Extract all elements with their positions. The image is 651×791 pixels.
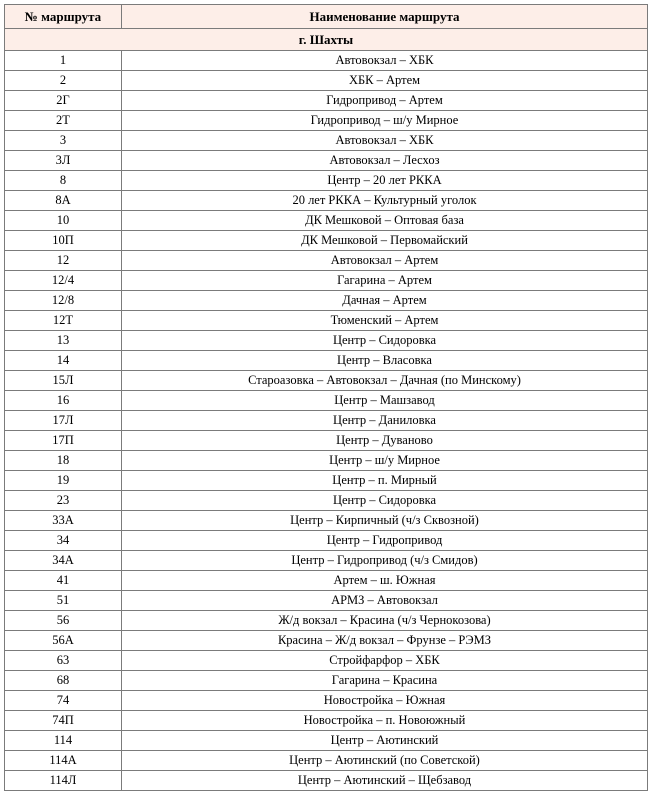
route-number-cell: 114А: [5, 751, 122, 771]
table-row: [5, 571, 648, 591]
route-number-cell: 16: [5, 391, 122, 411]
route-number-cell: 68: [5, 671, 122, 691]
route-name-cell: Центр – Аютинский: [122, 731, 648, 751]
route-number-cell: 17Л: [5, 411, 122, 431]
route-name-cell: Центр – Гидропривод (ч/з Смидов): [122, 551, 648, 571]
route-number-cell: 8: [5, 171, 122, 191]
route-name-cell: ХБК – Артем: [122, 71, 648, 91]
route-number-cell: 19: [5, 471, 122, 491]
table-row: [5, 611, 648, 631]
route-name-cell: Центр – Власовка: [122, 351, 648, 371]
route-name-cell: Стройфарфор – ХБК: [122, 651, 648, 671]
route-number-cell: 12: [5, 251, 122, 271]
route-name-cell: Центр – Сидоровка: [122, 331, 648, 351]
route-number-cell: 8А: [5, 191, 122, 211]
route-name-cell: Центр – Кирпичный (ч/з Сквозной): [122, 511, 648, 531]
route-number-cell: 3: [5, 131, 122, 151]
route-number-cell: 63: [5, 651, 122, 671]
table-header: [5, 5, 648, 29]
route-name-cell: Центр – Дуваново: [122, 431, 648, 451]
table-row: [5, 651, 648, 671]
route-number-cell: 56: [5, 611, 122, 631]
table-row: [5, 671, 648, 691]
route-name-cell: Автовокзал – Артем: [122, 251, 648, 271]
table-row: [5, 111, 648, 131]
route-name-cell: 20 лет РККА – Культурный уголок: [122, 191, 648, 211]
route-number-cell: 2Т: [5, 111, 122, 131]
route-number-cell: 34А: [5, 551, 122, 571]
route-number-cell: 14: [5, 351, 122, 371]
route-number-cell: 114Л: [5, 771, 122, 791]
table-row: [5, 471, 648, 491]
route-number-cell: 17П: [5, 431, 122, 451]
route-name-cell: Красина – Ж/д вокзал – Фрунзе – РЭМЗ: [122, 631, 648, 651]
route-number-cell: 34: [5, 531, 122, 551]
table-body: [5, 29, 648, 791]
table-row: [5, 151, 648, 171]
table-row: [5, 531, 648, 551]
table-row: [5, 71, 648, 91]
table-row: [5, 251, 648, 271]
routes-table: [4, 4, 648, 791]
table-row: [5, 771, 648, 791]
route-name-cell: Автовокзал – Лесхоз: [122, 151, 648, 171]
table-row: [5, 591, 648, 611]
route-name-cell: Староазовка – Автовокзал – Дачная (по Минскому): [122, 371, 648, 391]
route-number-cell: 18: [5, 451, 122, 471]
route-number-cell: 2Г: [5, 91, 122, 111]
route-name-cell: Центр – п. Мирный: [122, 471, 648, 491]
table-row: [5, 491, 648, 511]
table-row: [5, 211, 648, 231]
column-header-route-number: № маршрута: [5, 5, 122, 29]
route-number-cell: 10П: [5, 231, 122, 251]
route-name-cell: Автовокзал – ХБК: [122, 51, 648, 71]
route-name-cell: Центр – Даниловка: [122, 411, 648, 431]
section-title: г. Шахты: [5, 29, 648, 51]
route-number-cell: 23: [5, 491, 122, 511]
route-name-cell: Тюменский – Артем: [122, 311, 648, 331]
route-name-cell: ДК Мешковой – Оптовая база: [122, 211, 648, 231]
route-number-cell: 12/4: [5, 271, 122, 291]
route-number-cell: 12Т: [5, 311, 122, 331]
table-row: [5, 371, 648, 391]
table-row: [5, 431, 648, 451]
table-row: [5, 631, 648, 651]
route-name-cell: Гидропривод – ш/у Мирное: [122, 111, 648, 131]
route-name-cell: АРМЗ – Автовокзал: [122, 591, 648, 611]
route-number-cell: 13: [5, 331, 122, 351]
table-row: [5, 731, 648, 751]
route-name-cell: Центр – Аютинский – Щебзавод: [122, 771, 648, 791]
route-number-cell: 114: [5, 731, 122, 751]
table-row: [5, 351, 648, 371]
table-row: [5, 711, 648, 731]
route-number-cell: 1: [5, 51, 122, 71]
column-header-route-name: Наименование маршрута: [122, 5, 648, 29]
route-name-cell: Новостройка – п. Новоюжный: [122, 711, 648, 731]
route-name-cell: Центр – 20 лет РККА: [122, 171, 648, 191]
route-name-cell: Гагарина – Красина: [122, 671, 648, 691]
table-row: [5, 551, 648, 571]
table-row: [5, 331, 648, 351]
route-name-cell: Гидропривод – Артем: [122, 91, 648, 111]
route-name-cell: Центр – Аютинский (по Советской): [122, 751, 648, 771]
route-number-cell: 74П: [5, 711, 122, 731]
table-row: [5, 291, 648, 311]
route-name-cell: Ж/д вокзал – Красина (ч/з Чернокозова): [122, 611, 648, 631]
route-number-cell: 3Л: [5, 151, 122, 171]
table-row: [5, 271, 648, 291]
route-name-cell: Гагарина – Артем: [122, 271, 648, 291]
table-row: [5, 691, 648, 711]
route-name-cell: Центр – Гидропривод: [122, 531, 648, 551]
route-number-cell: 2: [5, 71, 122, 91]
header-row: [5, 5, 648, 29]
route-number-cell: 33А: [5, 511, 122, 531]
section-header-row: [5, 29, 648, 51]
route-name-cell: Новостройка – Южная: [122, 691, 648, 711]
table-row: [5, 311, 648, 331]
route-name-cell: Дачная – Артем: [122, 291, 648, 311]
route-number-cell: 51: [5, 591, 122, 611]
route-name-cell: Артем – ш. Южная: [122, 571, 648, 591]
table-row: [5, 511, 648, 531]
route-number-cell: 10: [5, 211, 122, 231]
table-row: [5, 131, 648, 151]
table-row: [5, 171, 648, 191]
table-row: [5, 51, 648, 71]
route-name-cell: ДК Мешковой – Первомайский: [122, 231, 648, 251]
table-row: [5, 411, 648, 431]
route-name-cell: Центр – ш/у Мирное: [122, 451, 648, 471]
route-name-cell: Центр – Сидоровка: [122, 491, 648, 511]
route-number-cell: 12/8: [5, 291, 122, 311]
table-row: [5, 451, 648, 471]
table-row: [5, 191, 648, 211]
route-name-cell: Автовокзал – ХБК: [122, 131, 648, 151]
table-row: [5, 231, 648, 251]
table-row: [5, 391, 648, 411]
route-number-cell: 74: [5, 691, 122, 711]
route-number-cell: 56А: [5, 631, 122, 651]
table-row: [5, 751, 648, 771]
route-number-cell: 41: [5, 571, 122, 591]
route-number-cell: 15Л: [5, 371, 122, 391]
route-name-cell: Центр – Машзавод: [122, 391, 648, 411]
table-row: [5, 91, 648, 111]
